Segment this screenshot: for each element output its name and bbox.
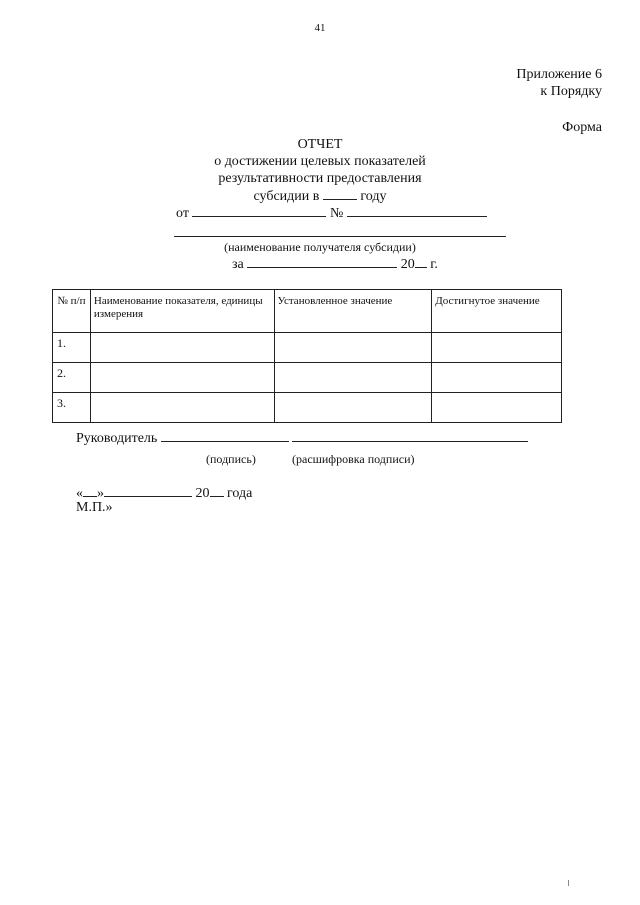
- number-label: №: [329, 206, 344, 221]
- report-date-field[interactable]: [192, 204, 326, 217]
- indicator-name-cell[interactable]: [90, 333, 274, 363]
- header-achieved-value: Достигнутое значение: [432, 290, 562, 333]
- month-field[interactable]: [104, 484, 192, 497]
- achieved-value-cell[interactable]: [432, 333, 562, 363]
- table-row: [53, 393, 562, 423]
- indicator-name-cell[interactable]: [90, 393, 274, 423]
- stamp-place: М.П.»: [76, 500, 113, 515]
- year-suffix: года: [227, 486, 253, 501]
- date-close-quote: »: [97, 486, 104, 501]
- achieved-value-cell[interactable]: [432, 393, 562, 423]
- signature-caption: (подпись): [206, 452, 256, 466]
- period-field[interactable]: [247, 255, 397, 268]
- row-num: 3.: [53, 393, 91, 423]
- signature-field[interactable]: [161, 429, 289, 442]
- signature-row: [76, 429, 528, 447]
- margin-mark: [568, 880, 569, 886]
- report-title-line1: о достижении целевых показателей: [214, 154, 426, 169]
- row-num: 2.: [53, 363, 91, 393]
- year-field[interactable]: [210, 484, 224, 497]
- appendix-label: Приложение 6: [516, 67, 602, 82]
- day-field[interactable]: [83, 484, 97, 497]
- table-header-row: [53, 290, 562, 333]
- period-suffix: г.: [430, 257, 438, 272]
- report-title-line2: результативности предоставления: [218, 171, 422, 186]
- planned-value-cell[interactable]: [274, 393, 432, 423]
- header-num: № п/п: [53, 290, 91, 333]
- table-row: [53, 363, 562, 393]
- period-prefix: за: [232, 257, 244, 272]
- form-label: Форма: [562, 120, 602, 135]
- header-indicator-name: Наименование показателя, единицы измерения: [90, 290, 274, 333]
- period-year: 20: [400, 257, 415, 272]
- header-planned-value: Установленное значение: [274, 290, 432, 333]
- report-number-field[interactable]: [347, 204, 487, 217]
- report-title-line3: [0, 187, 640, 205]
- achieved-value-cell[interactable]: [432, 363, 562, 393]
- subsidy-year-field[interactable]: [323, 187, 357, 200]
- report-heading: ОТЧЕТ: [297, 137, 343, 152]
- recipient-name-field[interactable]: [174, 236, 506, 237]
- signature-label: Руководитель: [76, 431, 158, 446]
- date-open-quote: «: [76, 486, 83, 501]
- planned-value-cell[interactable]: [274, 363, 432, 393]
- report-date-number-row: [176, 204, 487, 222]
- page-number: 41: [314, 22, 326, 34]
- subsidy-prefix: субсидии в: [253, 189, 320, 204]
- indicators-table: [52, 289, 562, 423]
- table-row: [53, 333, 562, 363]
- row-num: 1.: [53, 333, 91, 363]
- from-label: от: [176, 206, 189, 221]
- indicator-name-cell[interactable]: [90, 363, 274, 393]
- planned-value-cell[interactable]: [274, 333, 432, 363]
- report-period-row: [232, 255, 438, 273]
- subsidy-suffix: году: [360, 189, 387, 204]
- period-year-field[interactable]: [415, 255, 427, 268]
- signature-decode-caption: (расшифровка подписи): [292, 452, 415, 466]
- appendix-sub-label: к Порядку: [540, 84, 602, 99]
- recipient-caption: (наименование получателя субсидии): [224, 240, 416, 254]
- signature-decode-field[interactable]: [292, 429, 528, 442]
- year-prefix: 20: [195, 486, 210, 501]
